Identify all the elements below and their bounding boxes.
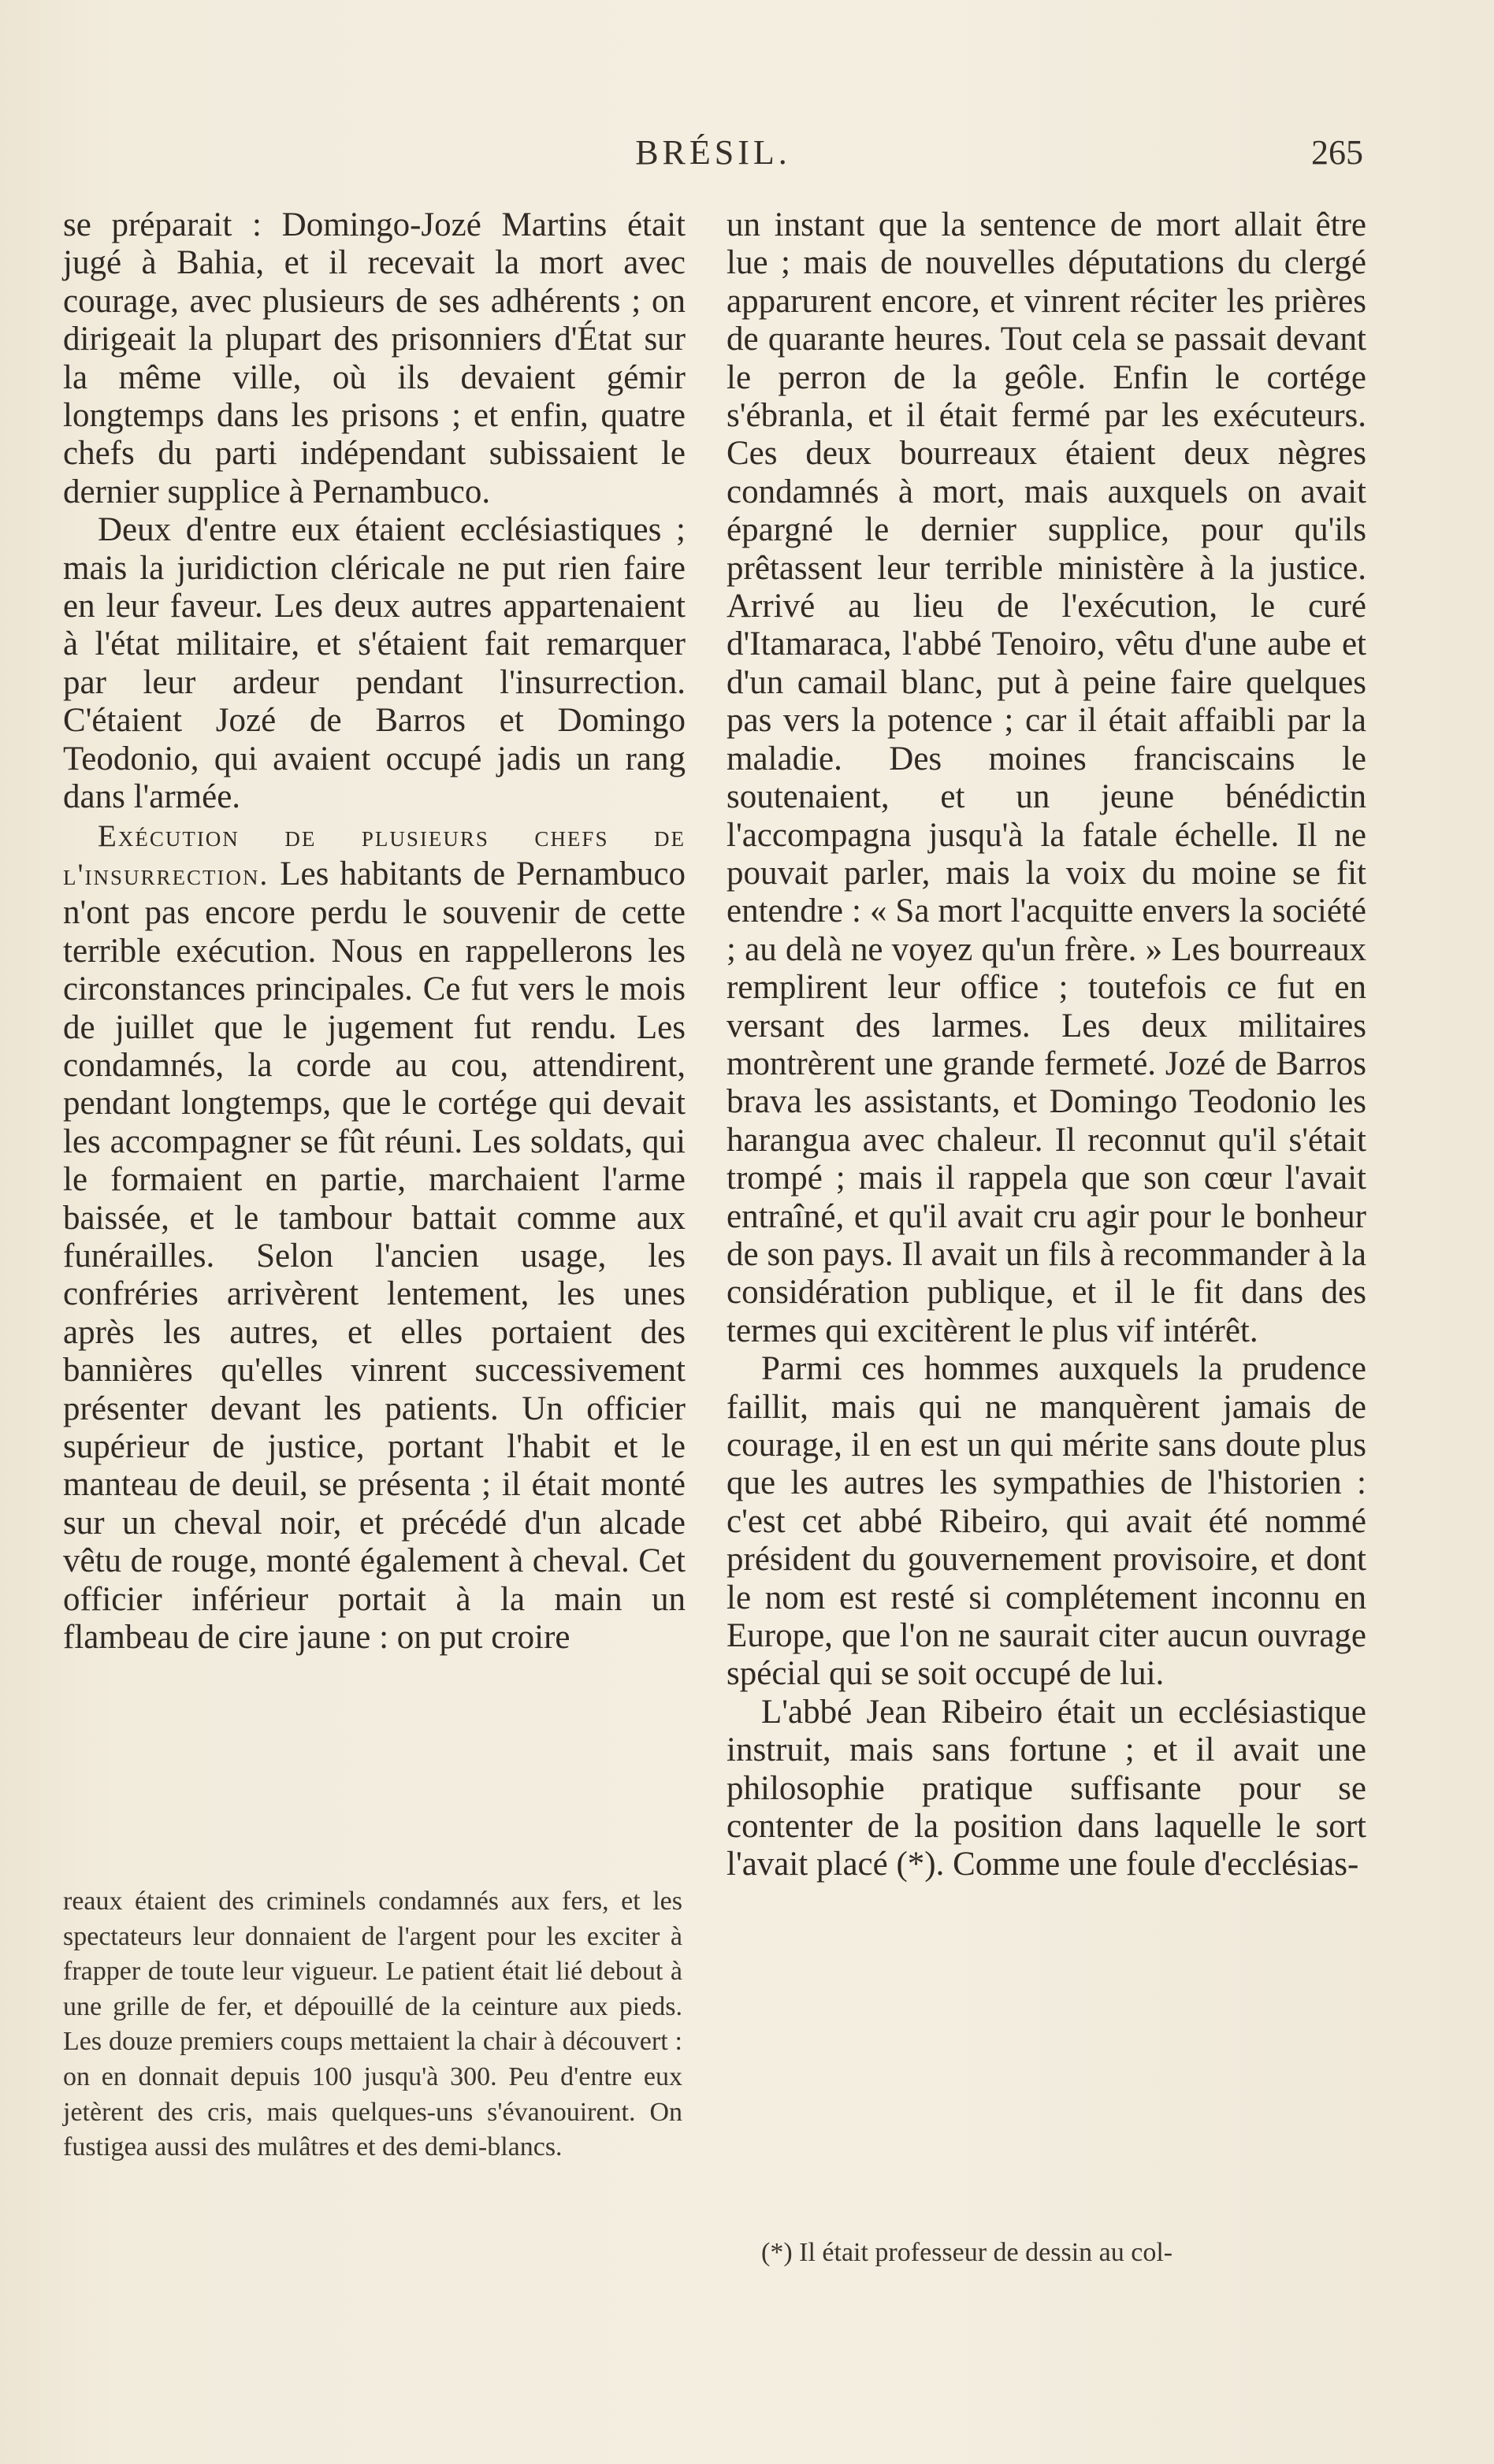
page-header xyxy=(63,132,1363,180)
paragraph: Deux d'entre eux étaient ecclésiastiques ; mais la juridiction cléricale ne put rien faire en leur faveur. Les deux autres appartenaient à l'état militaire, et s'étaient fait remarquer par leur ardeur pendant l'insurrection. C'étaient Jozé de Barros et Domingo Teodonio, qui avaient occupé jadis un rang dans l'armée. xyxy=(63,511,686,816)
paragraph-text: Les habitants de Pernambuco n'ont pas encore perdu le souvenir de cette terrible exécution. Nous en rappellerons les circonstances principales. Ce fut vers le mois de juillet que le jugement fut rendu. Les condamnés, la corde au cou, attendirent, pendant longtemps, que le cortége qui devait les accompagner se fût réuni. Les soldats, qui le formaient en partie, marchaient l'arme baissée, et le tambour battait comme aux funérailles. Selon l'ancien usage, les confréries arrivèrent lentement, les unes après les autres, et elles portaient des bannières qu'elles vinrent successivement présenter devant les patients. Un officier supérieur de justice, portant l'habit et le manteau de deuil, se présenta ; il était monté sur un cheval noir, et précédé d'un alcade vêtu de rouge, monté également à cheval. Cet officier inférieur portait à la main un flambeau de cire jaune : on put croire xyxy=(63,855,686,1657)
section-heading: Exécution de plusieurs chefs de l'insurrection. xyxy=(63,818,686,892)
paragraph: L'abbé Jean Ribeiro était un ecclésiastique instruit, mais sans fortune ; et il avait une philosophie pratique suffisante pour se contenter de la position dans laquelle le sort l'avait placé (*). Comme une foule d'ecclésias- xyxy=(727,1693,1366,1883)
paragraph: se préparait : Domingo-Jozé Martins était jugé à Bahia, et il recevait la mort avec courage, avec plusieurs de ses adhérents ; on dirigeait la plupart des prisonniers d'État sur la même ville, où ils devaient gémir longtemps dans les prisons ; et enfin, quatre chefs du parti indépendant subissaient le dernier supplice à Pernambuco. xyxy=(63,206,686,510)
paragraph: un instant que la sentence de mort allait être lue ; mais de nouvelles députations du clergé apparurent encore, et vinrent réciter les prières de quarante heures. Tout cela se passait devant le perron de la geôle. Enfin le cortége s'ébranla, et il était fermé par les exécuteurs. Ces deux bourreaux étaient deux nègres condamnés à mort, mais auxquels on avait épargné le dernier supplice, pour qu'ils prêtassent leur terrible ministère à la justice. Arrivé au lieu de l'exécution, le curé d'Itamaraca, l'abbé Tenoiro, vêtu d'une aube et d'un camail blanc, put à peine faire quelques pas vers la potence ; car il était affaibli par la maladie. Des moines franciscains le soutenaient, et un jeune bénédictin l'accompagna jusqu'à la fatale échelle. Il ne pouvait parler, mais la voix du moine se fit entendre : « Sa mort l'acquitte envers la société ; au delà ne voyez qu'un frère. » Les bourreaux remplirent leur office ; toutefois ce fut en versant des larmes. Les deux militaires montrèrent une grande fermeté. Jozé de Barros brava les assistants, et Domingo Teodonio les harangua avec chaleur. Il reconnut qu'il s'était trompé ; mais il rappela que son cœur l'avait entraîné, et qu'il avait cru agir pour le bonheur de son pays. Il avait un fils à recommander à la considération publique, et il le fit dans des termes qui excitèrent le plus vif intérêt. xyxy=(727,206,1366,1349)
paragraph-with-heading xyxy=(63,817,686,1657)
paragraph: Parmi ces hommes auxquels la prudence faillit, mais qui ne manquèrent jamais de courage, il en est un qui mérite sans doute plus que les autres les sympathies de l'historien : c'est cet abbé Ribeiro, qui avait été nommé président du gouvernement provisoire, et dont le nom est resté si complétement inconnu en Europe, que l'on ne saurait citer aucun ouvrage spécial qui se soit occupé de lui. xyxy=(727,1350,1366,1693)
footnote: (*) Il était professeur de dessin au col- xyxy=(761,2238,1173,2267)
right-column xyxy=(727,206,1366,1884)
running-head: BRÉSIL. xyxy=(635,133,791,172)
left-column xyxy=(63,206,686,1657)
footnote-continuation: reaux étaient des criminels condamnés aux fers, et les spectateurs leur donnaient de l'argent pour les exciter à frapper de toute leur vigueur. Le patient était lié debout à une grille de fer, et dépouillé de la ceinture aux pieds. Les douze premiers coups mettaient la chair à découvert : on en donnait depuis 100 jusqu'à 300. Peu d'entre eux jetèrent des cris, mais quelques-uns s'évanouirent. On fustigea aussi des mulâtres et des demi-blancs. xyxy=(63,1887,682,2162)
page-number: 265 xyxy=(1311,133,1363,172)
